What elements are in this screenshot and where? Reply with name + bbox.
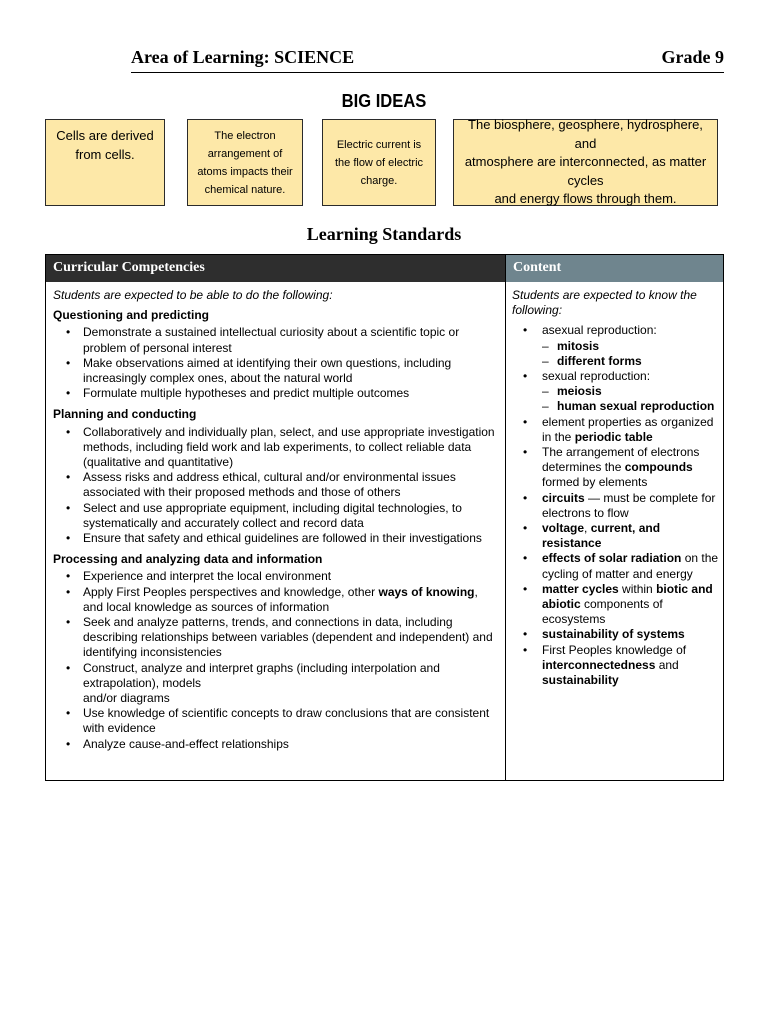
competencies-cell [53, 288, 501, 758]
competency-section-heading: Processing and analyzing data and information [53, 552, 323, 567]
area-of-learning-title: Area of Learning: SCIENCE [131, 47, 355, 67]
competency-section-heading: Planning and conducting [53, 407, 197, 422]
content-item: • asexual reproduction: – mitosis – different forms [512, 323, 720, 369]
content-subitem: – meiosis [542, 384, 720, 399]
content-sublist [542, 384, 720, 414]
big-idea-box [453, 119, 718, 206]
big-idea-box [322, 119, 436, 206]
competency-item: • Use knowledge of scientific concepts to draw conclusions that are consistent with evidence [53, 706, 501, 736]
content-item: • effects of solar radiation on the cycling of matter and energy [512, 551, 720, 581]
competency-item: • Construct, analyze and interpret graphs (including interpolation and extrapolation), models and/or diagrams [53, 661, 501, 707]
competency-section-heading: Questioning and predicting [53, 308, 209, 323]
content-list [512, 323, 720, 688]
competency-item: • Select and use appropriate equipment, including digital technologies, to systematically and accurately collect and record data [53, 501, 501, 531]
learning-standards-heading: Learning Standards [306, 224, 462, 244]
big-ideas-heading: BIG IDEAS [341, 91, 427, 111]
content-item: • sustainability of systems [512, 627, 720, 642]
competency-list [53, 325, 501, 401]
big-idea-text: The electron arrangement of atoms impacts their chemical nature. [197, 129, 293, 196]
content-item: • element properties as organized in the periodic table [512, 415, 720, 445]
content-item: • sexual reproduction: – meiosis – human sexual reproduction [512, 369, 720, 415]
big-idea-text: The biosphere, geosphere, hydrosphere, and atmosphere are interconnected, as matter cycles and energy flows through them. [464, 117, 707, 207]
competency-list [53, 425, 501, 547]
grade-label: Grade 9 [661, 47, 724, 67]
competency-item: • Experience and interpret the local environment [53, 569, 501, 584]
content-sublist [542, 339, 720, 369]
big-idea-text: Electric current is the flow of electric charge. [334, 138, 424, 187]
content-intro: Students are expected to know the following: [512, 288, 697, 318]
competency-item: • Formulate multiple hypotheses and predict multiple outcomes [53, 386, 501, 401]
content-subitem: – mitosis [542, 339, 720, 354]
competencies-intro: Students are expected to be able to do the following: [53, 288, 333, 302]
competency-item: • Collaboratively and individually plan, select, and use appropriate investigation methods, including field work and lab experiments, to collect reliable data (qualitative and quantitative) [53, 425, 501, 471]
content-item: • The arrangement of electrons determines the compounds formed by elements [512, 445, 720, 491]
big-idea-box [45, 119, 165, 206]
competency-item: • Make observations aimed at identifying their own questions, including increasingly complex ones, about the natural world [53, 356, 501, 386]
learning-standards-table [45, 254, 724, 781]
competency-list [53, 569, 501, 751]
competency-item: • Ensure that safety and ethical guidelines are followed in their investigations [53, 531, 501, 546]
competency-item: • Apply First Peoples perspectives and knowledge, other ways of knowing, and local knowledge as sources of information [53, 585, 501, 615]
content-subitem: – human sexual reproduction [542, 399, 720, 414]
content-cell [512, 288, 720, 688]
competency-item: • Demonstrate a sustained intellectual curiosity about a scientific topic or problem of personal interest [53, 325, 501, 355]
content-item: • voltage, current, and resistance [512, 521, 720, 551]
content-subitem: – different forms [542, 354, 720, 369]
big-idea-box [187, 119, 303, 206]
page-header [131, 46, 724, 73]
big-idea-text: Cells are derived from cells. [56, 128, 154, 162]
competency-item: • Assess risks and address ethical, cultural and/or environmental issues associated with their proposed methods and those of others [53, 470, 501, 500]
content-header: Content [505, 255, 723, 282]
column-divider [505, 282, 506, 780]
competency-item: • Analyze cause-and-effect relationships [53, 737, 501, 752]
content-item: • First Peoples knowledge of interconnectedness and sustainability [512, 643, 720, 689]
content-item: • circuits — must be complete for electrons to flow [512, 491, 720, 521]
competency-item: • Seek and analyze patterns, trends, and connections in data, including describing relationships between variables (dependent and independent) and identifying inconsistencies [53, 615, 501, 661]
curricular-competencies-header: Curricular Competencies [46, 255, 505, 282]
content-item: • matter cycles within biotic and abiotic components of ecosystems [512, 582, 720, 628]
